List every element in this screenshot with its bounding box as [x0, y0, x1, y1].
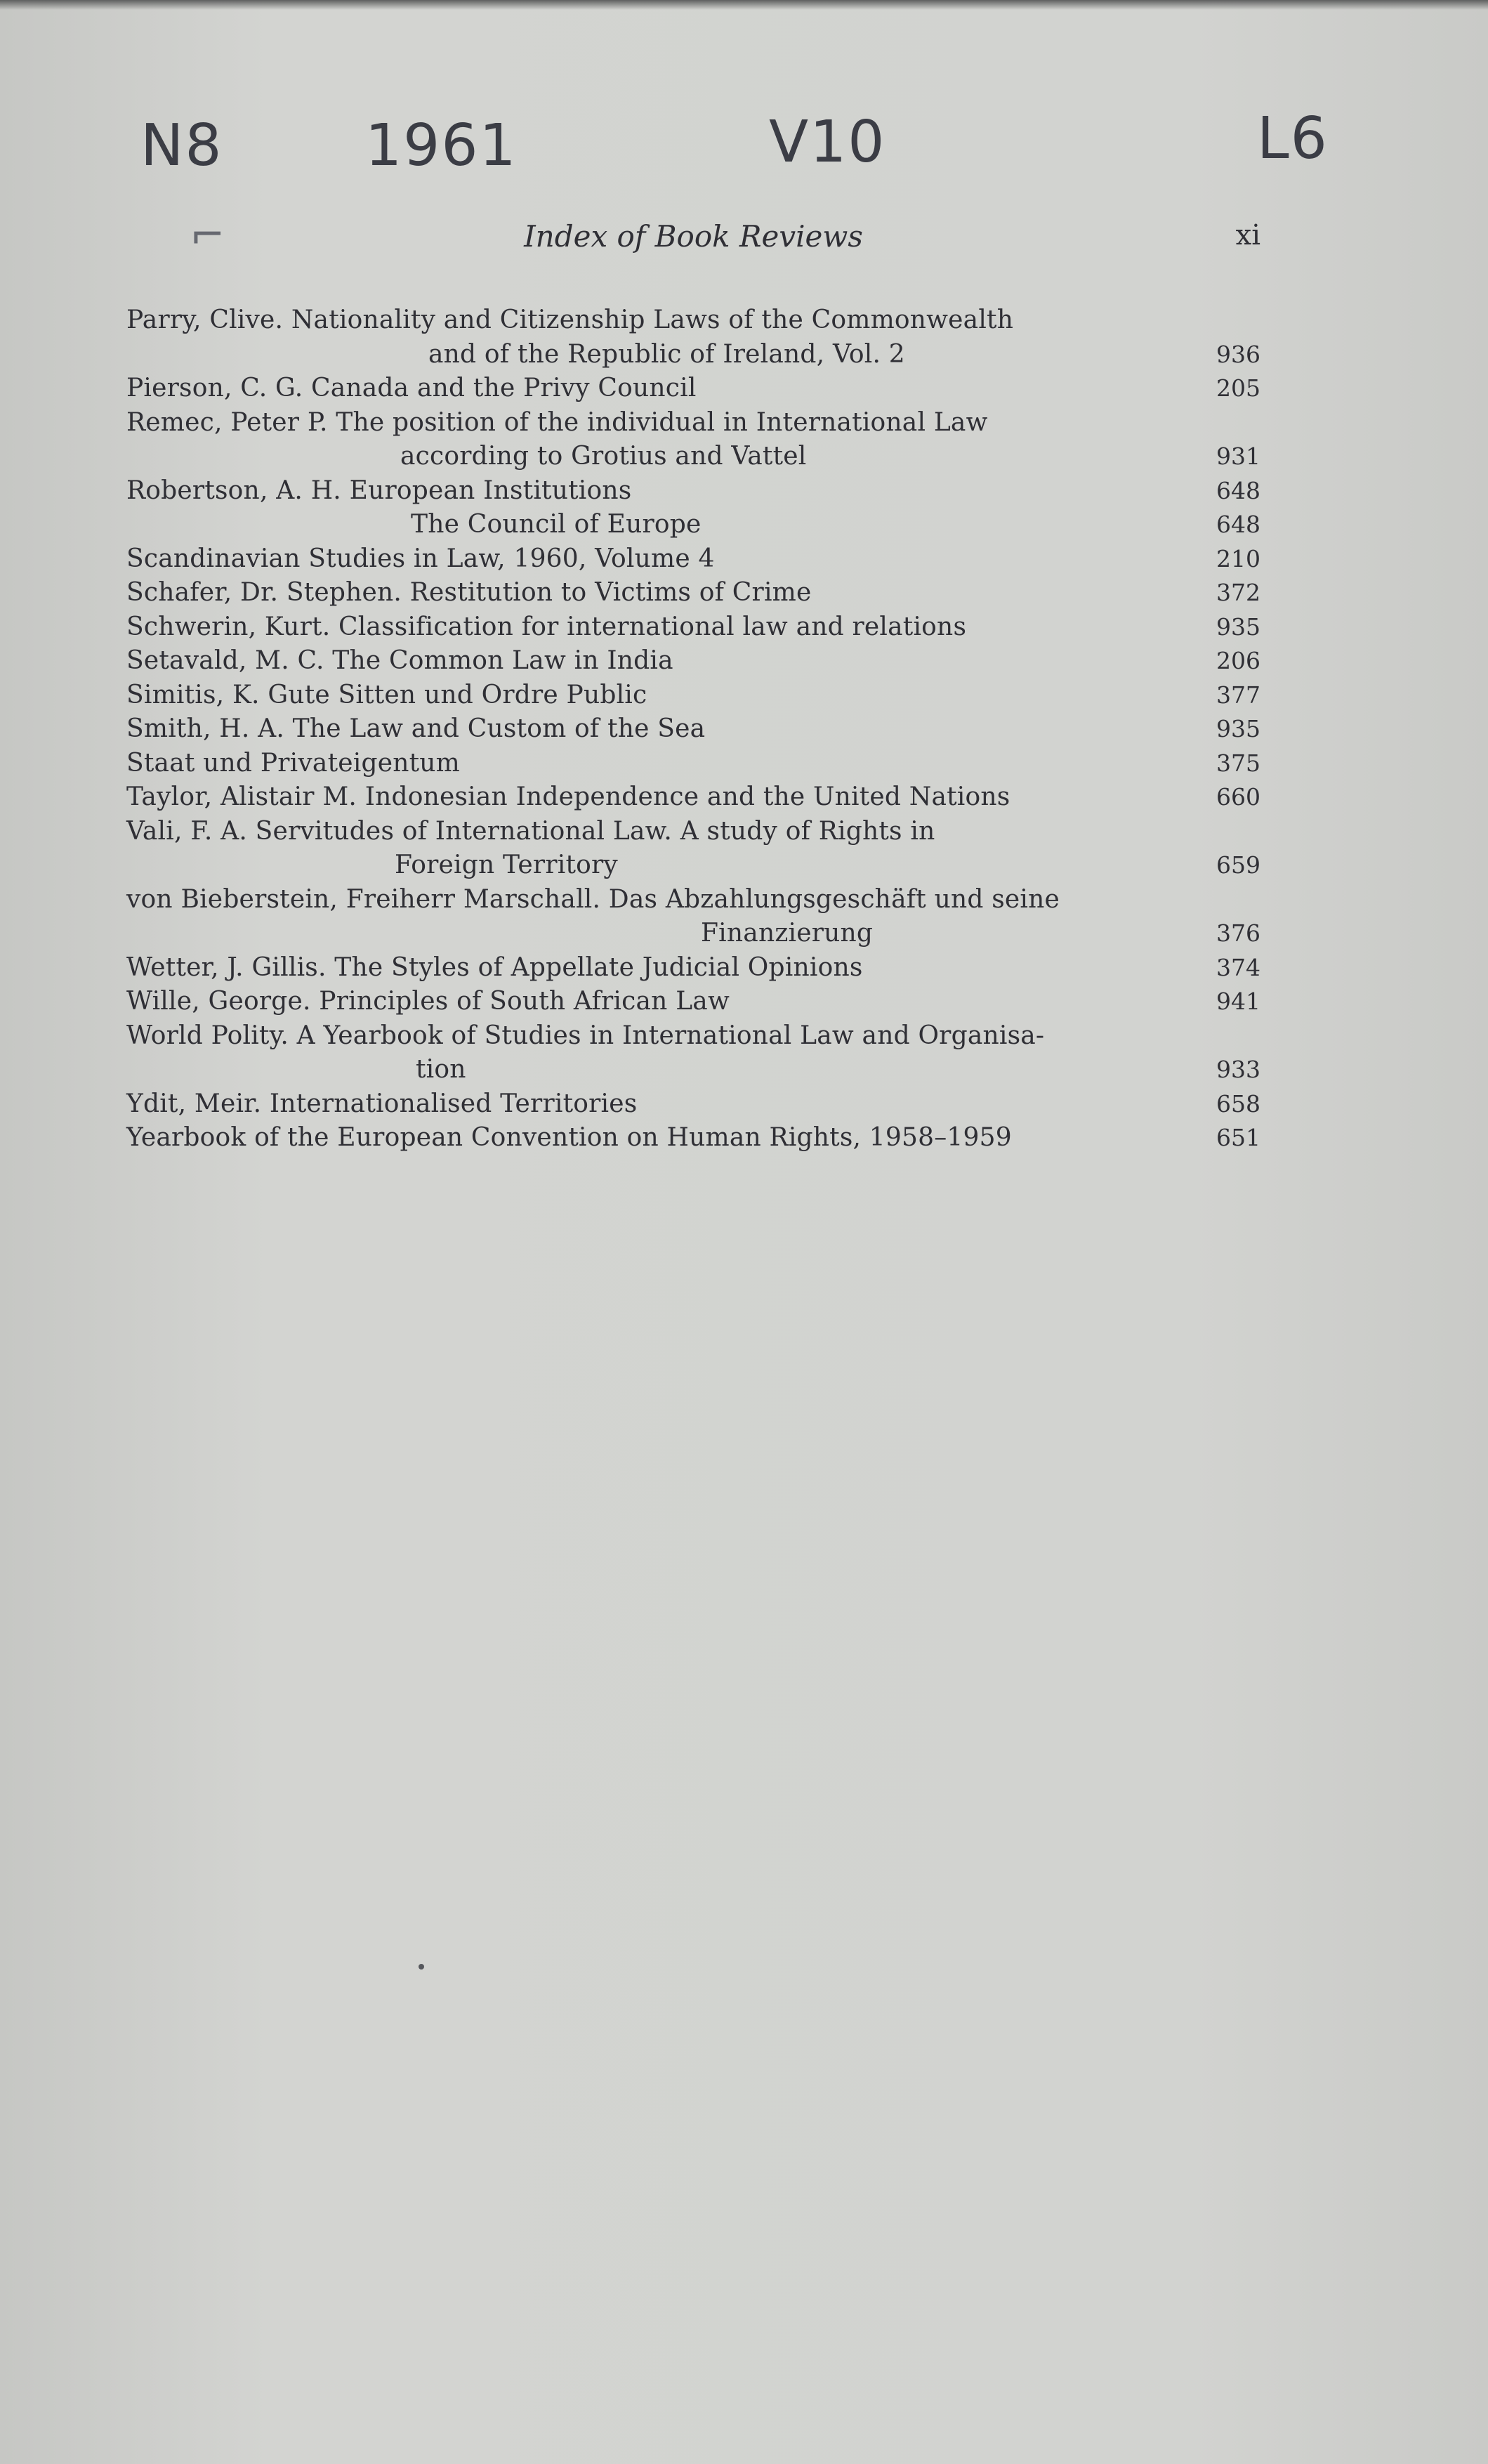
entry-page: 941 [1216, 988, 1260, 1015]
index-entry [126, 712, 1260, 747]
entry-line: Remec, Peter P. The position of the individual in International Law [126, 407, 988, 437]
page-title: Index of Book Reviews [524, 219, 863, 254]
index-entry [126, 780, 1260, 815]
index-entry [126, 372, 1260, 406]
entry-line: Schwerin, Kurt. Classification for international law and relations [126, 612, 967, 641]
entry-line: Staat und Privateigentum [126, 748, 460, 778]
entry-page: 374 [1216, 953, 1260, 981]
index-entry [126, 747, 1260, 781]
index-entries [126, 303, 1260, 1155]
entry-page: 935 [1216, 612, 1260, 641]
handwritten-note-1: N8 [140, 112, 223, 179]
entry-page: 376 [1216, 919, 1260, 947]
index-entry [126, 406, 1260, 474]
entry-line: von Bieberstein, Freiherr Marschall. Das Abzahlungsgeschäft und seine [126, 884, 1060, 914]
index-entry [126, 679, 1260, 713]
entry-line: and of the Republic of Ireland, Vol. 2 [428, 339, 905, 369]
entry-line: Scandinavian Studies in Law, 1960, Volume 4 [126, 544, 715, 573]
entry-line: World Polity. A Yearbook of Studies in International Law and Organisa- [126, 1021, 1045, 1050]
page-top-edge [0, 0, 1488, 10]
entry-line: Foreign Territory [395, 851, 618, 879]
pencil-mark-icon: ⌐ [190, 211, 225, 260]
entry-line: Vali, F. A. Servitudes of International Law. A study of Rights in [126, 816, 935, 846]
handwritten-note-4: L6 [1257, 105, 1329, 172]
index-entry [126, 644, 1260, 679]
entry-page: 933 [1216, 1056, 1260, 1083]
page-header [126, 219, 1260, 261]
entry-page: 651 [1216, 1124, 1260, 1151]
entry-page: 648 [1216, 476, 1260, 504]
entry-line: Parry, Clive. Nationality and Citizenship Laws of the Commonwealth [126, 306, 1014, 334]
entry-page: 659 [1216, 851, 1260, 879]
index-entry [126, 576, 1260, 610]
entry-line: Wetter, J. Gillis. The Styles of Appellate Judicial Opinions [126, 952, 863, 982]
entry-line: Setavald, M. C. The Common Law in India [126, 646, 673, 675]
entry-line: Taylor, Alistair M. Indonesian Independence and the United Nations [126, 782, 1010, 811]
entry-line: Robertson, A. H. European Institutions [126, 476, 632, 505]
index-entry [126, 303, 1260, 372]
entry-page: 377 [1216, 681, 1260, 709]
entry-line: Finanzierung [701, 919, 874, 948]
entry-page: 648 [1216, 511, 1260, 538]
entry-page: 372 [1216, 579, 1260, 606]
entry-page: 375 [1216, 749, 1260, 777]
index-entry [126, 1019, 1260, 1087]
index-entry [126, 815, 1260, 883]
entry-line: The Council of Europe [411, 510, 702, 539]
entry-page: 205 [1216, 374, 1260, 402]
page-number: xi [1235, 219, 1260, 251]
entry-line: according to Grotius and Vattel [400, 442, 807, 471]
entry-page: 210 [1216, 544, 1260, 572]
index-entry [126, 1121, 1260, 1155]
entry-line: tion [416, 1055, 466, 1084]
entry-page: 935 [1216, 715, 1260, 742]
handwritten-note-2: 1961 [365, 112, 518, 179]
index-entry [126, 951, 1260, 985]
index-entry [126, 883, 1260, 951]
entry-line: Wille, George. Principles of South African Law [126, 987, 730, 1016]
paper-speck [419, 1964, 424, 1970]
index-entry [126, 985, 1260, 1019]
index-entry [126, 508, 1260, 542]
entry-page: 936 [1216, 340, 1260, 368]
entry-page: 658 [1216, 1089, 1260, 1118]
entry-page: 931 [1216, 443, 1260, 470]
entry-line: Ydit, Meir. Internationalised Territories [126, 1089, 638, 1118]
entry-line: Smith, H. A. The Law and Custom of the Sea [126, 714, 706, 743]
entry-line: Simitis, K. Gute Sitten und Ordre Public [126, 680, 647, 709]
index-entry [126, 610, 1260, 645]
index-entry [126, 474, 1260, 509]
handwritten-note-3: V10 [769, 109, 886, 176]
entry-line: Pierson, C. G. Canada and the Privy Council [126, 374, 697, 402]
index-entry [126, 1087, 1260, 1122]
entry-line: Yearbook of the European Convention on Human Rights, 1958–1959 [126, 1123, 1012, 1152]
index-entry [126, 542, 1260, 577]
entry-page: 660 [1216, 783, 1260, 811]
entry-line: Schafer, Dr. Stephen. Restitution to Victims of Crime [126, 578, 812, 607]
entry-page: 206 [1216, 647, 1260, 674]
